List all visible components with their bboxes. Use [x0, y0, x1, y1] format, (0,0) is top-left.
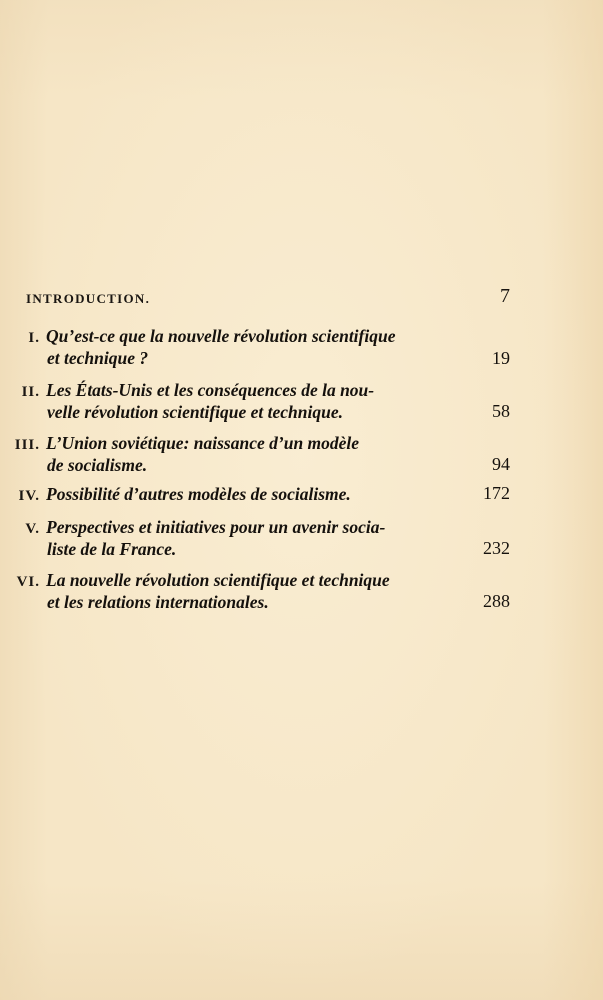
chapter-page-number: 172: [483, 483, 510, 503]
chapter-title-line-2: liste de la France.: [47, 539, 177, 559]
toc-entry-chapter-3: [0, 432, 510, 476]
chapter-page-number: 58: [492, 401, 510, 421]
chapter-numeral: VI.: [16, 574, 40, 590]
toc-entry-chapter-6: [0, 569, 510, 613]
chapter-title-line-2: et technique ?: [47, 348, 149, 368]
chapter-numeral: V.: [25, 521, 40, 537]
chapter-title-line-1: Perspectives et initiatives pour un avenir socia-: [46, 517, 386, 537]
chapter-title-line-2: velle révolution scientifique et technique.: [47, 402, 344, 422]
toc-entry-chapter-1: [0, 325, 510, 369]
chapter-title-line-1: La nouvelle révolution scientifique et technique: [46, 570, 390, 590]
chapter-numeral: IV.: [18, 488, 40, 504]
chapter-title-line-1: L’Union soviétique: naissance d’un modèle: [46, 433, 360, 453]
chapter-numeral: I.: [28, 330, 40, 346]
chapter-page-number: 94: [492, 454, 510, 474]
introduction-page-number: 7: [500, 285, 510, 307]
chapter-numeral: III.: [14, 437, 40, 453]
toc-introduction: [26, 285, 510, 309]
chapter-title-line-1: Les États-Unis et les conséquences de la nou-: [46, 380, 375, 400]
toc-entry-chapter-5: [0, 516, 510, 560]
toc-entry-chapter-4: [0, 484, 510, 508]
chapter-title-line-1: Possibilité d’autres modèles de socialisme.: [46, 484, 351, 504]
toc-entry-chapter-2: [0, 379, 510, 423]
chapter-title-line-2: de socialisme.: [47, 455, 148, 475]
chapter-title-line-2: et les relations internationales.: [47, 592, 269, 612]
chapter-page-number: 288: [483, 591, 510, 611]
chapter-numeral: II.: [21, 384, 40, 400]
chapter-title-line-1: Qu’est-ce que la nouvelle révolution scientifique: [46, 326, 396, 346]
chapter-page-number: 232: [483, 538, 510, 558]
introduction-label: INTRODUCTION.: [26, 291, 151, 306]
chapter-page-number: 19: [492, 348, 510, 368]
